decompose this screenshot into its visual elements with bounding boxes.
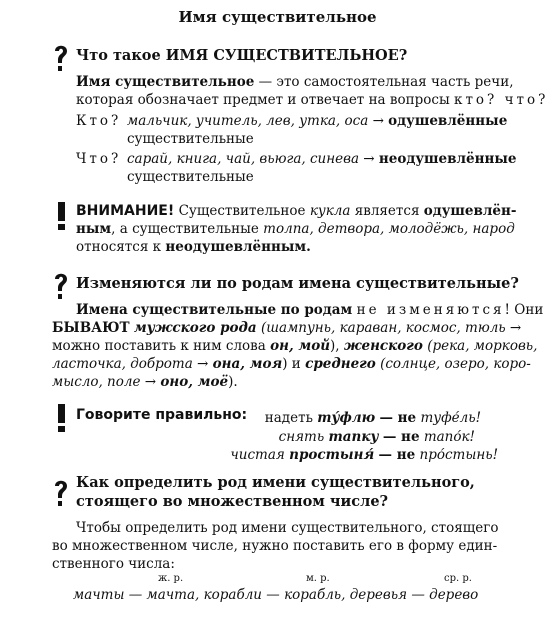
gender-abbr-feminine: ж. р. <box>158 573 184 584</box>
text: надеть <box>264 410 313 426</box>
wrong-form: про́стынь! <box>419 447 498 463</box>
definition-line-2 <box>76 91 548 109</box>
text: которая обозначает предмет и отвечает на вопросы <box>76 92 450 108</box>
gender-abbr-masculine: м. р. <box>306 573 330 584</box>
text: относятся к <box>76 239 162 255</box>
gender-neuter: среднего <box>305 356 376 372</box>
gender-abbr-neuter: ср. р. <box>444 573 472 584</box>
term: ным <box>76 221 112 237</box>
correct-row-1 <box>265 409 481 427</box>
wrong-form: тапо́к! <box>423 429 475 445</box>
text: ! Они <box>504 302 544 318</box>
examples: сарай, книга, чай, вьюга, синева <box>127 151 359 167</box>
gender-line-1 <box>76 301 543 319</box>
text: — это самостоятельная часть речи, <box>254 74 514 90</box>
examples: толпа, детвора, молодёжь, народ <box>263 221 515 237</box>
kto-result-2: существительные <box>127 131 254 147</box>
examples: ласточка, доброта → <box>52 356 209 372</box>
pronouns: оно, моё <box>160 374 229 390</box>
examples: (солнце, озеро, коро- <box>380 356 531 372</box>
term: неодушевлённым. <box>165 239 311 255</box>
correct-form: тапку <box>328 429 379 445</box>
correct-row-2 <box>279 428 475 446</box>
kto-examples <box>127 112 507 130</box>
examples: мысло, поле → <box>52 374 157 390</box>
text: можно поставить к ним слова <box>52 338 266 354</box>
text: ). <box>228 374 238 390</box>
correct-form: ту́флю <box>317 410 376 426</box>
chto-result-2: существительные <box>127 169 254 185</box>
gender-line-5 <box>52 373 238 391</box>
text: снять <box>278 429 325 445</box>
question-mark-icon <box>53 42 69 72</box>
plural-para-line-3: ственного числа: <box>52 556 175 572</box>
term: Имена существительные по родам <box>76 302 353 318</box>
text: — не <box>382 429 420 445</box>
arrow-icon: → <box>372 113 384 129</box>
gender-line-2 <box>52 319 521 337</box>
term: БЫВАЮТ <box>52 320 130 336</box>
section-heading: Что такое ИМЯ СУЩЕСТВИТЕЛЬНОЕ? <box>76 47 408 64</box>
text: чистая <box>230 447 285 463</box>
examples: (река, морковь, <box>427 338 538 354</box>
examples: мальчик, учитель, лев, утка, оса <box>127 113 369 129</box>
question-mark-icon <box>53 477 69 507</box>
gender-feminine: женского <box>343 338 423 354</box>
chto-examples <box>127 150 517 168</box>
gender-masculine: мужского рода <box>133 320 257 336</box>
questions: кто? что? <box>454 92 549 108</box>
emphasis: не изменяются <box>356 302 505 318</box>
result: одушевлённые <box>388 113 508 129</box>
kto-label: Кто? <box>76 113 122 129</box>
text: — не <box>379 410 417 426</box>
attention-line-1 <box>76 202 516 220</box>
pronouns: она, моя <box>212 356 283 372</box>
text: — не <box>378 447 416 463</box>
chto-label: Что? <box>76 151 122 167</box>
examples: (шампунь, караван, космос, тюль → <box>260 320 522 336</box>
term: одушевлён- <box>423 203 517 219</box>
speak-correctly-label: Говорите правильно: <box>76 407 248 423</box>
gender-line-3 <box>52 337 537 355</box>
exclamation-mark-icon <box>54 403 70 433</box>
example: кукла <box>309 203 351 219</box>
correct-form: простыня́ <box>289 447 375 463</box>
attention-label: ВНИМАНИЕ! <box>76 203 175 219</box>
attention-line-2 <box>76 220 515 238</box>
result: неодушевлённые <box>378 151 517 167</box>
plural-para-line-2: во множественном числе, нужно поставить его в форму един- <box>52 538 498 554</box>
section-heading-line-1: Как определить род имени существительного, <box>76 474 475 491</box>
exclamation-mark-icon <box>54 201 70 231</box>
correct-row-3 <box>230 446 498 464</box>
section-heading-line-2: стоящего во множественном числе? <box>76 493 389 510</box>
wrong-form: туфе́ль! <box>420 410 481 426</box>
question-mark-icon <box>53 270 69 300</box>
arrow-icon: → <box>363 151 375 167</box>
gender-line-4 <box>52 355 531 373</box>
text: , а существительные <box>111 221 259 237</box>
text: ), <box>330 338 340 354</box>
plural-examples: мачты — мачта, корабли — корабль, деревья — дерево <box>73 587 479 603</box>
plural-para-line-1: Чтобы определить род имени существительного, стоящего <box>76 520 499 536</box>
text: Существительное <box>178 203 306 219</box>
attention-line-3 <box>76 238 311 256</box>
definition-line-1 <box>76 73 513 91</box>
pronouns: он, мой <box>270 338 331 354</box>
page-title: Имя существительное <box>178 8 377 26</box>
text: ) и <box>282 356 301 372</box>
term: Имя существительное <box>76 74 255 90</box>
text: является <box>354 203 420 219</box>
section-heading: Изменяются ли по родам имена существительные? <box>76 275 519 292</box>
